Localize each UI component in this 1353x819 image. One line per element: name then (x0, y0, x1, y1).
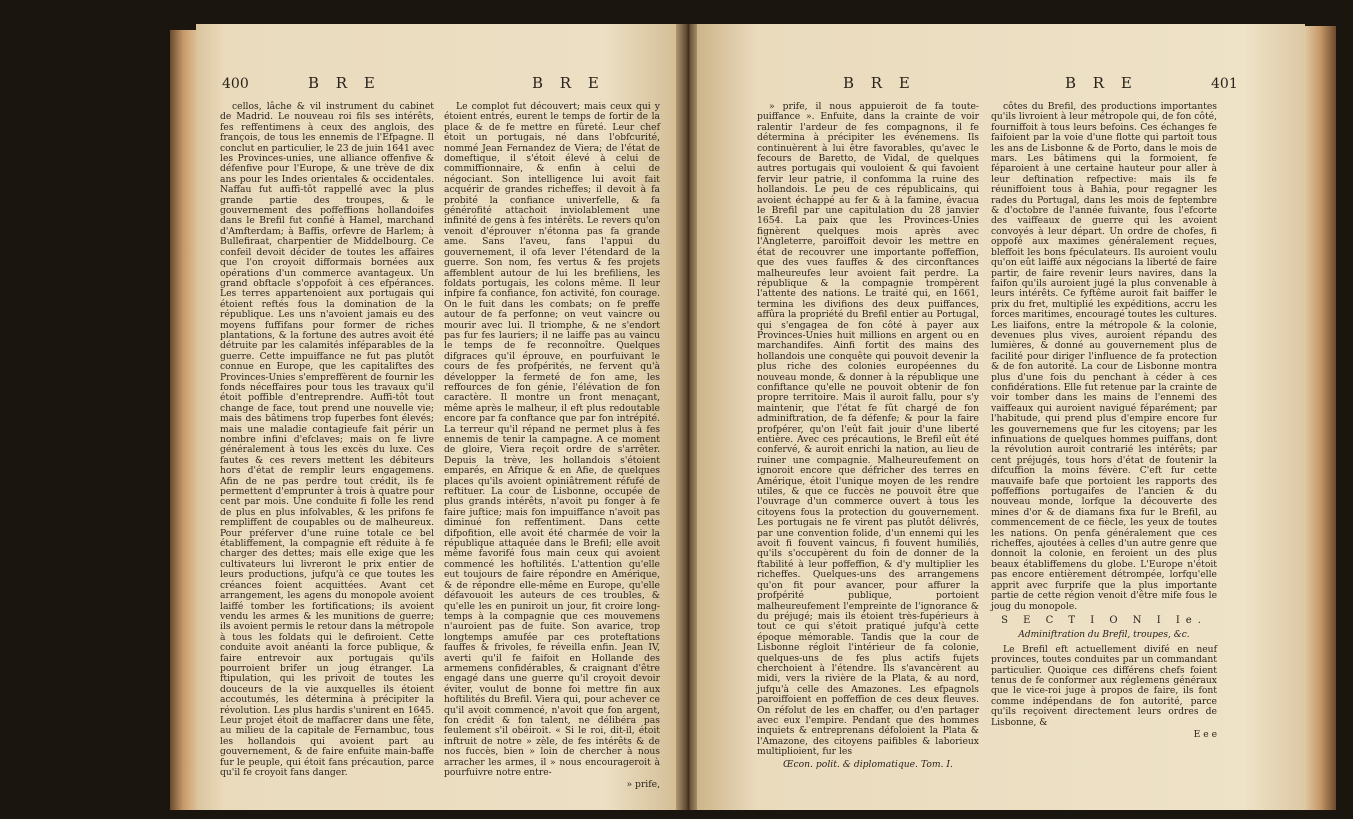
catchword: » prife, (626, 779, 660, 791)
paragraph: côtes du Brefil, des productions importantes qu'ils livroient à leur métropole qui, de fon côté, fourniffoit à tous leurs befoins. Ces échanges fe faifoient par la voie d'une flotte qui partoit tous les ans de Lisbonne & de Porto, dans le mois de mars. Les bâtimens qui la formoient, fe féparoient à une certaine hauteur pour aller à leur deftination refpective: mais ils fe réuniffoient tous à Bahia, pour regagner les rades du Portugal, dans les mois de feptembre & d'octobre de l'année fuivante, fous l'efcorte des vaiffeaux de guerre qui les avoient convoyés à leur départ. Un ordre de chofes, fi oppofé aux maximes généralement reçues, bleffoit les bons fpéculateurs. Ils auroient voulu qu'on eût laiffé aux négocians la liberté de faire partir, de faire revenir leurs navires, dans la faifon qu'ils auroient jugé la plus convenable à leurs intérêts. Ce fyftême auroit fait baiffer le prix du fret, multiplié les expéditions, accru les forces maritimes, encouragé toutes les cultures. Les liaifons, entre la métropole & la colonie, devenues plus vives, auroient répandu des lumières, & donné au gouvernement plus de facilité pour diriger l'influence de fa protection & de fon autorité. La cour de Lisbonne montra plus d'une fois du penchant à céder à ces confidérations. Elle fut retenue par la crainte de voir tomber dans les mains de l'ennemi des vaiffeaux qui auroient navigué féparément; par l'habitude, qui prend plus d'empire encore fur les gouvernemens que fur les citoyens; par les infinuations de quelques hommes puiffans, dont la révolution auroit contrarié les intérêts; par cent préjugés, tous hors d'état de foutenir la difcuffion la moins févère. C'eft fur cette mauvaife bafe que portoient les rapports des poffeffions portugaifes de l'ancien & du nouveau monde, lorfque la découverte des mines d'or & de diamans fixa fur le Brefil, au commencement de ce fiècle, les yeux de toutes les nations. On penfa généralement que ces richeffes, ajoutées à celles d'un autre genre que donnoit la colonie, en feroient un des plus beaux établiffemens du globe. L'Europe n'étoit pas encore entièrement détrompée, lorfqu'elle apprit avec furprife que la plus importante partie de cette région venoit d'être mife fous le joug du monopole. (991, 101, 1217, 612)
left-page (196, 24, 678, 810)
section-title: S E C T I O N I Ie. (1001, 614, 1207, 626)
running-head: B R E (532, 74, 605, 92)
running-head: B R E (308, 74, 381, 92)
text-column (991, 102, 1217, 740)
page-number: 401 (1211, 76, 1238, 92)
right-page (697, 24, 1305, 810)
paragraph: Le Brefil eft actuellement divifé en neuf provinces, toutes conduites par un commandant particulier. Quoique ces différens chefs foient tenus de fe conformer aux réglemens généraux que le vice-roi juge à propos de faire, ils font comme indépendans de fon autorité, parce qu'ils reçoivent directement leurs ordres de Lisbonne, & (991, 643, 1217, 728)
text-column (444, 102, 660, 791)
page-number: 400 (222, 76, 249, 92)
signature-mark: E e e (1193, 728, 1217, 740)
paragraph: Le complot fut découvert; mais ceux qui y étoient entrés, eurent le temps de fortir de la place & de fe mettre en fûreté. Leur chef étoit un portugais, né dans l'obfcurité, nommé Jean Fernandez de Viera; de l'état de domeftique, il s'étoit élevé à celui de commiffionnaire, & enfin à celui de négociant. Son intelligence lui avoit fait acquérir de grandes richeffes; il devoit à fa probité la confiance univerfelle, & fa générofité attachoit inviolablement une infinité de gens à fes intérêts. Le revers qu'on venoit d'éprouver n'étonna pas fa grande ame. Sans l'aveu, fans l'appui du gouvernement, il ofa lever l'étendard de la guerre. Son nom, fes vertus & fes projets affemblent autour de lui les brefiliens, les foldats portugais, les colons même. Il leur infpire fa confiance, fon activité, fon courage. On le fuit dans les combats; on fe preffe autour de fa perfonne; on veut vaincre ou mourir avec lui. Il triomphe, & ne s'endort pas fur fes lauriers; il ne laiffe pas au vaincu le temps de fe reconnoître. Quelques difgraces qu'il éprouve, en pourfuivant le cours de fes profpérités, ne fervent qu'à développer la fermeté de fon ame, les reffources de fon génie, l'élévation de fon caractère. Il montre un front menaçant, même après le malheur, il eft plus redoutable encore par fa conftance que par fon intrépité. La terreur qu'il répand ne permet plus à fes ennemis de tenir la campagne. A ce moment de gloire, Viera reçoit ordre de s'arrêter. Depuis la trève, les hollandois s'étoient emparés, en Afrique & en Afie, de quelques places qu'ils avoient opiniâtrement réfufé de reftituer. La cour de Lisbonne, occupée de plus grands intérêts, n'avoit pu fonger à fe faire juftice; mais fon impuiffance n'avoit pas diminué fon reffentiment. Dans cette difpofition, elle avoit été charmée de voir la république attaquée dans le Brefil; elle avoit même favorifé fous main ceux qui avoient commencé les hoftilités. L'attention qu'elle eut toujours de faire répondre en Amérique, & de répondre elle-même en Europe, qu'elle défavouoit les auteurs de ces troubles, & qu'elle les en puniroit un jour, fit croire long-temps à la compagnie que ces mouvemens n'auroient pas de fuite. Son avarice, trop longtemps amufée par ces proteftations fauffes & frivoles, fe réveilla enfin. Jean IV, averti qu'il fe faifoit en Hollande des armemens confidérables, & craignant d'être engagé dans une guerre qu'il croyoit devoir éviter, voulut de bonne foi mettre fin aux hoftilités du Brefil. Viera qui, pour achever ce qu'il avoit commencé, n'avoit que fon argent, fon crédit & fon talent, ne délibéra pas feulement s'il obéiroit. « Si le roi, dit-il, étoit inftruit de notre » zèle, de fes intérêts & de nos fuccès, bien » loin de chercher à nous arracher les armes, il » nous encourageroit à pourfuivre notre entre- (444, 101, 660, 778)
text-column (757, 102, 979, 770)
footer-note: Œcon. polit. & diplomatique. Tom. I. (783, 758, 953, 770)
running-head: B R E (843, 74, 916, 92)
paragraph: » prife, il nous appuieroit de fa toute-puiffance ». Enfuite, dans la crainte de voir ralentir l'ardeur de fes compagnons, il fe détermina à précipiter les événemens. Ils continuèrent à lui être favorables, qu'avec le fecours de Baretto, de Vidal, de quelques autres portugais qui vouloient & qui favoient fervir leur patrie, il confomma la ruine des hollandois. Le peu de ces républicains, qui avoient échappé au fer & à la famine, évacua le Brefil par une capitulation du 28 janvier 1654. La paix que les Provinces-Unies fignèrent quelques mois après avec l'Angleterre, paroiffoit devoir les mettre en état de recouvrer une importante poffeffion, que des vues fauffes & des circonftances malheureufes leur avoient fait perdre. La république & la compagnie trompèrent l'attente des nations. Le traité qui, en 1661, termina les divifions des deux puiffances, affûra la propriété du Brefil entier au Portugal, qui s'engagea de fon côté à payer aux Provinces-Unies huit millions en argent ou en marchandifes. Ainfi fortit des mains des hollandois une conquête qui pouvoit devenir la plus riche des colonies européennes du nouveau monde, & donner à la république une confiftance qu'elle ne pouvoit obtenir de fon propre territoire. Mais il auroit fallu, pour s'y maintenir, que l'état fe fût chargé de fon adminiftration, de fa défenfe; & pour la faire profpérer, qu'on l'eût fait jouir d'une liberté entière. Avec ces précautions, le Brefil eût été confervé, & auroit enrichi la nation, au lieu de ruiner une compagnie. Malheureufement on ignoroit encore que défricher des terres en Amérique, étoit l'unique moyen de les rendre utiles, & que ce fuccès ne pouvoit être que l'ouvrage d'un commerce ouvert à tous les citoyens fous la protection du gouvernement. Les portugais ne fe virent pas plutôt délivrés, par une convention folide, d'un ennemi qui les avoit fi fouvent vaincus, fi fouvent humiliés, qu'ils s'occupèrent du foin de donner de la ftabilité à leur poffeffion, & d'y multiplier les richeffes. Quelques-uns des arrangemens qu'on fit pour avancer, pour affurer la profpérité publique, portoient malheureufement l'empreinte de l'ignorance & du préjugé; mais ils étoient très-fupérieurs à tout ce qui s'étoit pratiqué jufqu'à cette époque mémorable. Tandis que la cour de Lisbonne régloit l'intérieur de fa colonie, quelques-uns de fes plus actifs fujets cherchoient à l'étendre. Ils s'avancèrent au midi, vers la rivière de la Plata, & au nord, jufqu'à celle des Amazones. Les efpagnols paroiffoient en poffeffion de ces deux fleuves. On réfolut de les en chaffer, ou d'en partager avec eux l'empire. Pendant que des hommes inquiets & entreprenans défoloient la Plata & l'Amazone, des citoyens paifibles & laborieux multiplioient, fur les (757, 101, 979, 758)
section-subtitle: Adminiftration du Brefil, troupes, &c. (1018, 630, 1190, 641)
paragraph: cellos, lâche & vil instrument du cabinet de Madrid. Le nouveau roi fils ses intérêts, fes reffentimens à ceux des anglois, des françois, de tous les ennemis de l'Efpagne. Il conclut en particulier, le 23 de juin 1641 avec les Provinces-unies, une alliance offenfive & défenfive pour l'Europe, & une trève de dix ans pour les Indes orientales & occidentales. Naffau fut auffi-tôt rappellé avec la plus grande partie des troupes, & le gouvernement des poffeffions hollandoifes dans le Brefil fut confié à Hamel, marchand d'Amfterdam; à Baffis, orfevre de Harlem; à Bullefiraat, charpentier de Middelbourg. Ce confeil devoit décider de toutes les affaires que l'on croyoit difformais bornées aux opérations d'un commerce avantageux. Un grand obftacle s'oppofoit à ces efpérances. Les terres appartenoient aux portugais qui étoient reftés fous la domination de la république. Les uns n'avoient jamais eu des moyens fuffifans pour former de riches plantations, & la fortune des autres avoit été détruite par les calamités inféparables de la guerre. Cette impuiffance ne fut pas plutôt connue en Europe, que les capitaliftes des Provinces-Unies s'empreffèrent de fournir les fonds néceffaires pour tous les travaux qu'il étoit poffible d'entreprendre. Auffi-tôt tout change de face, tout prend une nouvelle vie; mais des bâtimens trop fuperbes font élevés; mais une maladie contagieufe fait périr un nombre infini d'efclaves; mais on fe livre généralement à tous les excès du luxe. Ces fautes & ces revers mettent les débiteurs hors d'état de remplir leurs engagemens. Afin de ne pas perdre tout crédit, ils fe permettent d'emprunter à trois à quatre pour cent par mois. Une conduite fi folle les rend de plus en plus infolvables, & les prifons fe rempliffent de coupables ou de malheureux. Pour préferver d'une ruine totale ce bel établiffement, la compagnie eft réduite à fe charger des dettes; mais elle exige que les cultivateurs lui livreront le prix entier de leurs productions, jufqu'à ce que toutes les créances foient acquittées. Avant cet arrangement, les agens du monopole avoient laiffé tomber les fortifications; ils avoient vendu les armes & les munitions de guerre; ils avoient permis le retour dans la métropole à tous les foldats qui le defiroient. Cette conduite avoit anéanti la force publique, & faire entrevoir aux portugais qu'ils pourroient brifer un joug étranger. La ftipulation, qui les privoit de toutes les douceurs de la vie auxquelles ils étoient accoutumés, les détermina à précipiter la révolution. Les plus hardis s'unirent en 1645. Leur projet étoit de maffacrer dans une fête, au milieu de la capitale de Fernambuc, tous les hollandois qui avoient part au gouvernement, & de faire enfuite main-baffe fur le peuple, qui étoit fans précaution, parce qu'il fe croyoit fans danger. (220, 101, 434, 778)
book-right-edge (1300, 26, 1336, 810)
text-column (220, 102, 434, 778)
running-head: B R E (1065, 74, 1138, 92)
